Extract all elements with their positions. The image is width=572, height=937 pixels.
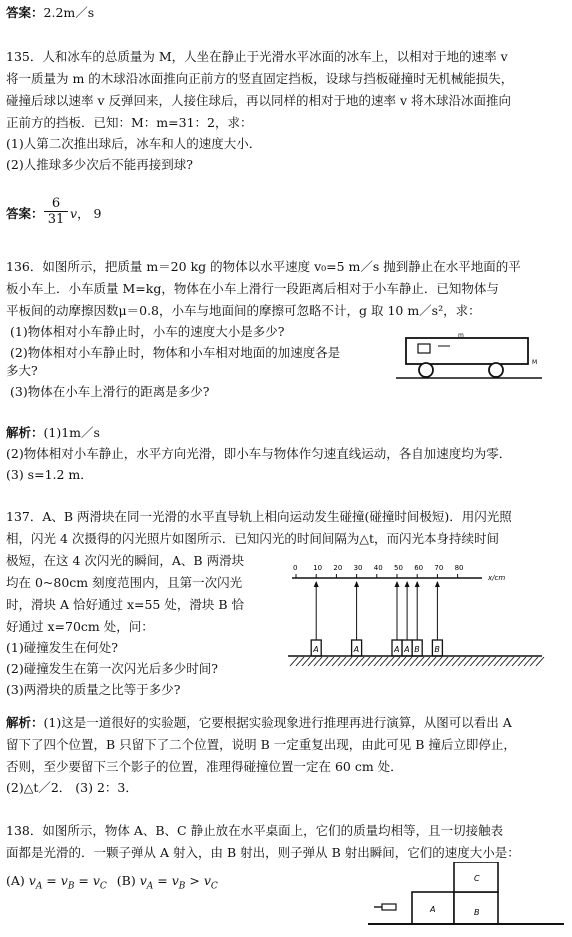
label-big-M: M — [532, 359, 538, 366]
option-b: (B) $v_A = v_B > v_C$ — [116, 873, 218, 892]
answer-label: 答案： — [6, 5, 44, 20]
problem-135-line-3: 碰撞后球以速率 v 反弹回来，人接住球后，再以同样的相对于地的速率 v 将木球沿冰面推向 — [6, 93, 512, 108]
problem-136-line-3: 平板间的动摩擦因数μ＝0.8，小车与地面间的摩擦可忽略不计，g 取 10 m／s²，求： — [6, 303, 481, 318]
slider-block-label: A — [394, 645, 400, 654]
fraction-numerator: 6 — [44, 196, 68, 212]
problem-135-line-2: 将一质量为 m 的木球沿冰面推向正前方的竖直固定挡板，设球与挡板碰撞时无机械能损失， — [6, 71, 514, 86]
flash-photo-figure — [286, 560, 556, 678]
cart-body — [406, 338, 528, 364]
problem-135-question-1: (1)人第二次推出球后，冰车和人的速度大小． — [6, 136, 262, 151]
answer-135-label — [6, 205, 44, 223]
option-a: (A) $v_A = v_B = v_C$ — [6, 873, 107, 892]
problem-135-line-4: 正前方的挡板．已知：M：m=31：2，求： — [6, 115, 253, 130]
answer-var: v — [70, 206, 78, 221]
ruler-tick-label: 70 — [434, 564, 444, 572]
problem-137-line-5: 时，滑块 A 恰好通过 x=55 处，滑块 B 恰 — [6, 597, 244, 612]
blocks-figure — [368, 862, 568, 934]
ruler-ticks — [293, 564, 464, 578]
problem-137-line-6: 好通过 x=70cm 处，问： — [6, 619, 154, 634]
answer-134 — [6, 4, 94, 22]
problem-138-options — [6, 872, 218, 896]
problem-136-line-1: 136．如图所示，把质量 m＝20 kg 的物体以水平速度 v₀=5 m／s 抛到静止在水平地面的平 — [6, 259, 521, 274]
problem-135-line-1: 135．人和冰车的总质量为 M，人坐在静止于光滑水平冰面的冰车上，以相对于地的速率 v — [6, 49, 508, 64]
solution-137-line-1 — [6, 714, 512, 732]
solution-label: 解析： — [6, 425, 44, 440]
position-arrows — [314, 581, 440, 640]
ruler-tick-label: 10 — [313, 564, 323, 572]
problem-136-question-2b: 多大? — [6, 363, 38, 378]
block-a-label: A — [430, 905, 436, 914]
block-b-label: B — [474, 908, 480, 917]
solution-136-line-2: (2)物体相对小车静止，水平方向光滑，即小车与物体作匀速直线运动，各自加速度均为零． — [6, 446, 512, 461]
answer-label: 答案： — [6, 206, 44, 221]
problem-137-question-2: (2)碰撞发生在第一次闪光后多少时间? — [6, 661, 218, 676]
problem-137-question-3: (3)两滑块的质量之比等于多少? — [6, 682, 181, 697]
slider-block-label: A — [353, 645, 360, 654]
track-hatching — [290, 657, 544, 666]
answer-text: 2.2m／s — [43, 5, 95, 20]
ruler-tick-label: 20 — [333, 564, 343, 572]
ruler-tick-label: 50 — [394, 564, 403, 572]
problem-137-line-1: 137．A、B 两滑块在同一光滑的水平直导轨上相向运动发生碰撞(碰撞时间极短)．用闪光照 — [6, 509, 512, 524]
solution-136-line-3: (3) s=1.2 m． — [6, 467, 93, 482]
slider-block-label: A — [404, 645, 410, 654]
slider-blocks — [311, 640, 442, 656]
problem-137-line-4: 均在 0~80cm 刻度范围内，且第一次闪光 — [6, 575, 243, 590]
problem-137-line-3: 极短，在这 4 次闪光的瞬间，A、B 两滑块 — [6, 553, 245, 568]
slider-block-label: B — [434, 645, 440, 654]
block-c-label: C — [474, 874, 480, 883]
bullet-icon — [374, 904, 396, 910]
arrow-head — [415, 581, 420, 587]
slider-block-label: A — [313, 645, 319, 654]
problem-136-line-2: 板小车上．小车质量 M=kg，物体在小车上滑行一段距离后相对于小车静止．已知物体与 — [6, 281, 499, 296]
problem-138-line-1: 138．如图所示，物体 A、B、C 静止放在水平桌面上，它们的质量均相等，且一切接触表 — [6, 823, 504, 838]
cart-wheel-right — [489, 363, 503, 377]
problem-136-question-1: (1)物体相对小车静止时，小车的速度大小是多少? — [10, 324, 285, 339]
arrow-head — [435, 581, 440, 587]
ruler-tick-label: 30 — [353, 564, 363, 572]
problem-136-question-3: (3)物体在小车上滑行的距离是多少? — [10, 384, 210, 399]
arrow-head — [395, 581, 400, 587]
solution-137-line-4: (2)△t／2． (3) 2：3． — [6, 780, 138, 795]
cart-wheel-left — [419, 363, 433, 377]
arrow-head — [354, 581, 359, 587]
label-small-m: m — [458, 332, 464, 339]
solution-label: 解析： — [6, 715, 44, 730]
solution-137-line-2: 留下了四个位置，B 只留下了二个位置，说明 B 一定重复出现，由此可见 B 撞后立即停止， — [6, 737, 516, 752]
solution-text: (1)这是一道很好的实验题，它要根据实验现象进行推理再进行演算，从图可以看出 A — [43, 715, 512, 730]
axis-unit-label: x/cm — [488, 574, 506, 582]
answer-tail: ， 9 — [77, 206, 102, 221]
solution-137-line-3: 否则，至少要留下三个影子的位置，准理得碰撞位置一定在 60 cm 处． — [6, 759, 403, 774]
ruler-tick-label: 60 — [414, 564, 424, 572]
cart-figure — [392, 330, 552, 388]
ruler-tick-label: 40 — [373, 564, 383, 572]
slider-block-label: B — [414, 645, 420, 654]
solution-136-line-1 — [6, 424, 100, 442]
problem-135-question-2: (2)人推球多少次后不能再接到球? — [6, 157, 193, 172]
arrow-head — [405, 581, 410, 587]
problem-138-line-2: 面都是光滑的．一颗子弹从 A 射入，由 B 射出，则子弹从 B 射出瞬间，它们的速度大小是： — [6, 845, 520, 860]
arrow-head — [314, 581, 319, 587]
answer-135-rest — [70, 205, 102, 223]
answer-135-fraction — [44, 196, 68, 227]
ruler-tick-label: 80 — [454, 564, 464, 572]
ruler-tick-label: 0 — [293, 564, 298, 572]
fraction-denominator: 31 — [47, 212, 65, 227]
problem-136-question-2a: (2)物体相对小车静止时，物体和小车相对地面的加速度各是 — [10, 345, 341, 360]
solution-text: (1)1m／s — [43, 425, 100, 440]
problem-137-line-2: 相，闪光 4 次摄得的闪光照片如图所示．已知闪光的时间间隔为△t，而闪光本身持续时间 — [6, 531, 500, 546]
problem-137-question-1: (1)碰撞发生在何处? — [6, 640, 118, 655]
